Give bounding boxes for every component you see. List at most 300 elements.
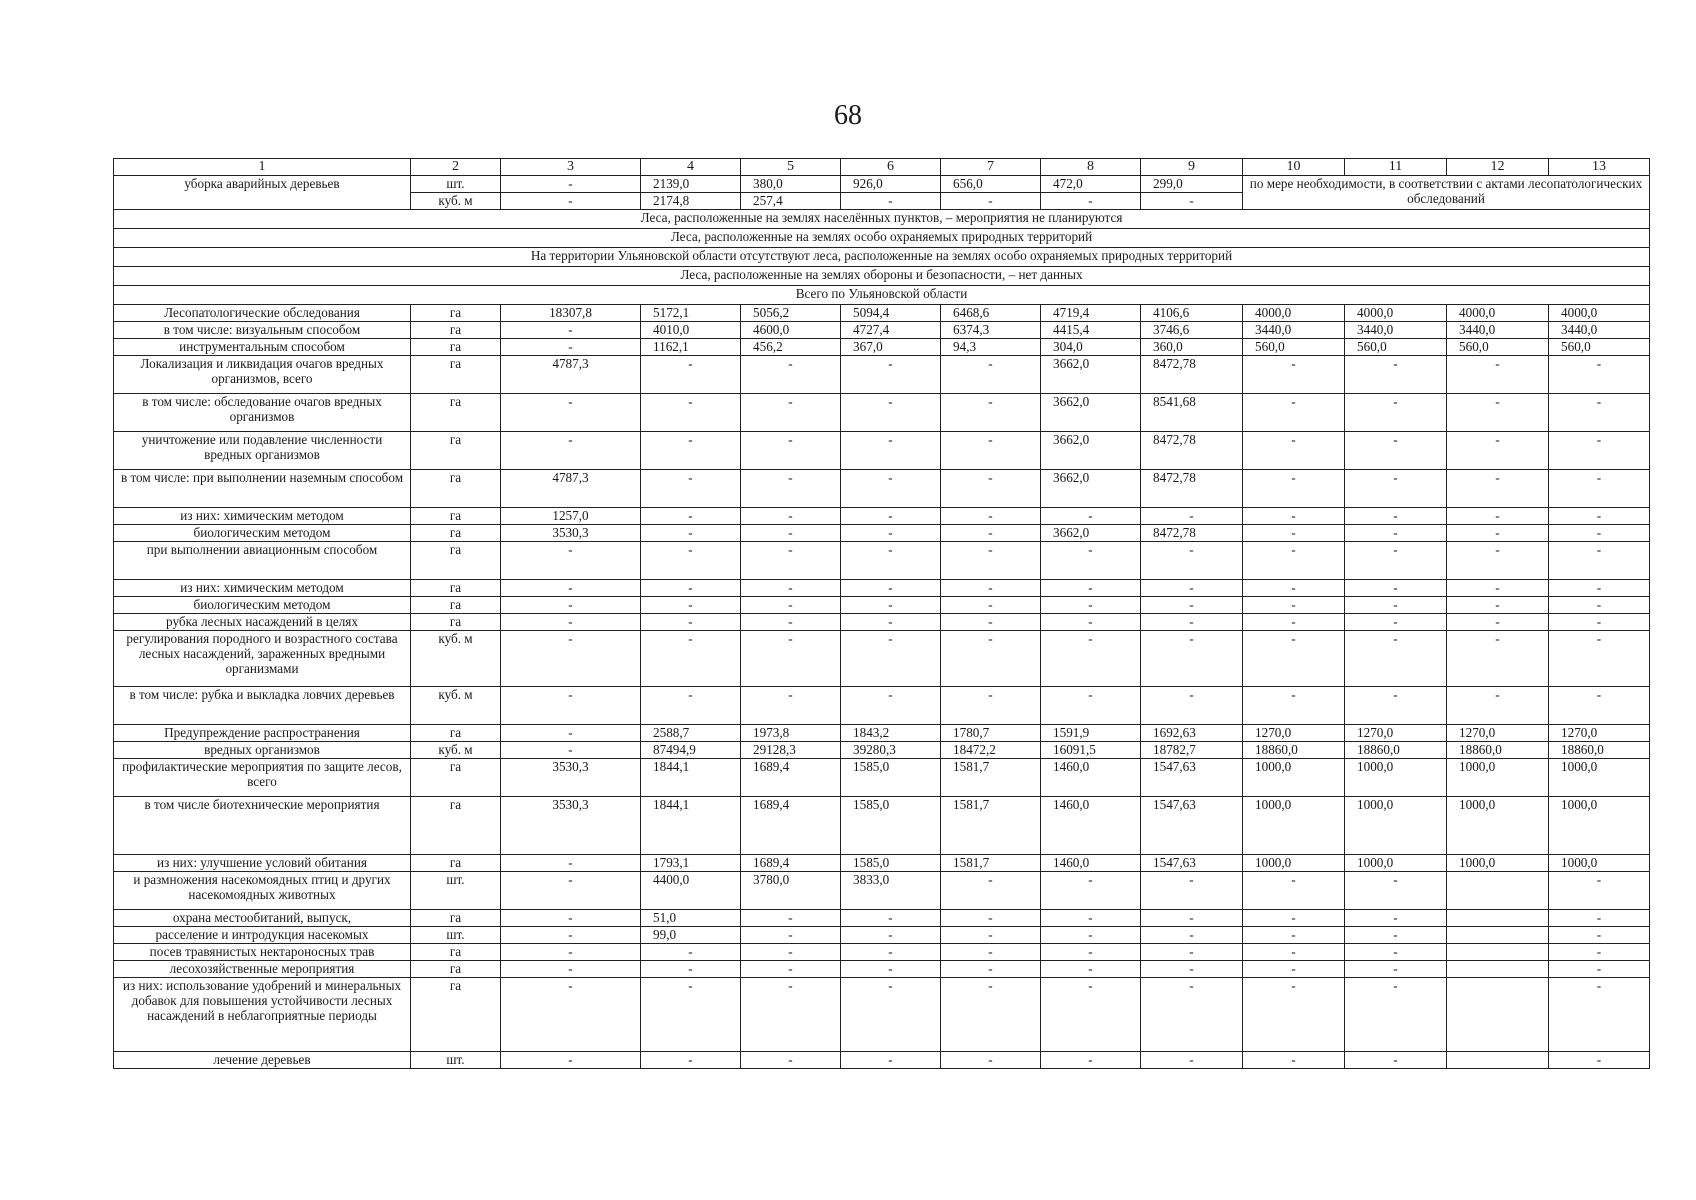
unit-cell: шт. xyxy=(411,176,501,193)
value-cell: - xyxy=(1041,944,1141,961)
value-cell: 1793,1 xyxy=(641,855,741,872)
value-cell: 1547,63 xyxy=(1141,797,1243,855)
value-cell: - xyxy=(1243,470,1345,508)
unit-cell: га xyxy=(411,394,501,432)
unit-cell: га xyxy=(411,855,501,872)
table-row xyxy=(114,470,1650,508)
value-cell: - xyxy=(1243,872,1345,910)
section-row xyxy=(114,210,1650,229)
section-row xyxy=(114,267,1650,286)
value-cell: - xyxy=(501,193,641,210)
value-cell: 3662,0 xyxy=(1041,470,1141,508)
page-number: 68 xyxy=(834,100,862,131)
value-cell: - xyxy=(841,470,941,508)
table-row xyxy=(114,910,1650,927)
value-cell: 1000,0 xyxy=(1549,855,1650,872)
value-cell: 3440,0 xyxy=(1243,322,1345,339)
table-row xyxy=(114,176,1650,193)
value-cell: - xyxy=(1345,470,1447,508)
table-row xyxy=(114,356,1650,394)
value-cell: - xyxy=(1549,910,1650,927)
value-cell: - xyxy=(641,978,741,1052)
value-cell: - xyxy=(841,356,941,394)
table-row xyxy=(114,872,1650,910)
value-cell: - xyxy=(501,176,641,193)
value-cell: - xyxy=(1345,508,1447,525)
value-cell: 51,0 xyxy=(641,910,741,927)
value-cell: - xyxy=(1549,614,1650,631)
value-cell: - xyxy=(841,961,941,978)
value-cell: 1000,0 xyxy=(1549,759,1650,797)
value-cell: - xyxy=(941,193,1041,210)
value-cell: - xyxy=(1041,631,1141,687)
unit-cell: га xyxy=(411,978,501,1052)
value-cell: - xyxy=(641,356,741,394)
value-cell: - xyxy=(641,961,741,978)
value-cell: 1581,7 xyxy=(941,855,1041,872)
value-cell: - xyxy=(1141,961,1243,978)
value-cell: - xyxy=(501,910,641,927)
value-cell: - xyxy=(1345,872,1447,910)
value-cell: - xyxy=(641,597,741,614)
table-row xyxy=(114,432,1650,470)
value-cell: - xyxy=(1549,978,1650,1052)
value-cell: - xyxy=(1141,631,1243,687)
value-cell: 360,0 xyxy=(1141,339,1243,356)
value-cell: - xyxy=(941,432,1041,470)
unit-cell: га xyxy=(411,797,501,855)
value-cell: - xyxy=(1041,961,1141,978)
value-cell: 1460,0 xyxy=(1041,855,1141,872)
section-title: Леса, расположенные на землях населённых пунктов, – мероприятия не планируются xyxy=(114,210,1650,229)
value-cell: - xyxy=(841,978,941,1052)
value-cell: - xyxy=(1549,356,1650,394)
value-cell: - xyxy=(1141,597,1243,614)
value-cell: - xyxy=(1141,542,1243,580)
column-number-row xyxy=(114,159,1650,176)
unit-cell: га xyxy=(411,944,501,961)
value-cell: 1270,0 xyxy=(1345,725,1447,742)
value-cell: - xyxy=(1549,597,1650,614)
unit-cell: га xyxy=(411,508,501,525)
value-cell: - xyxy=(1549,470,1650,508)
value-cell: - xyxy=(741,525,841,542)
row-label: из них: улучшение условий обитания xyxy=(114,855,411,872)
value-cell: 1460,0 xyxy=(1041,759,1141,797)
value-cell: 3530,3 xyxy=(501,797,641,855)
value-cell: 8541,68 xyxy=(1141,394,1243,432)
value-cell: 926,0 xyxy=(841,176,941,193)
value-cell: - xyxy=(741,1052,841,1069)
value-cell: 3662,0 xyxy=(1041,394,1141,432)
value-cell: 1689,4 xyxy=(741,855,841,872)
value-cell: - xyxy=(1447,614,1549,631)
row-label: при выполнении авиационным способом xyxy=(114,542,411,580)
table-row xyxy=(114,687,1650,725)
value-cell: - xyxy=(641,944,741,961)
column-header: 7 xyxy=(941,159,1041,176)
value-cell: - xyxy=(1041,597,1141,614)
value-cell: 1585,0 xyxy=(841,797,941,855)
value-cell: - xyxy=(841,193,941,210)
value-cell: - xyxy=(1447,687,1549,725)
value-cell: - xyxy=(501,687,641,725)
value-cell: 1000,0 xyxy=(1447,797,1549,855)
value-cell: 4600,0 xyxy=(741,322,841,339)
value-cell: 1585,0 xyxy=(841,855,941,872)
value-cell: - xyxy=(1243,597,1345,614)
value-cell: - xyxy=(1243,356,1345,394)
value-cell: - xyxy=(741,508,841,525)
value-cell: - xyxy=(1549,1052,1650,1069)
value-cell: 3833,0 xyxy=(841,872,941,910)
value-cell: - xyxy=(1243,542,1345,580)
row-label: Предупреждение распространения xyxy=(114,725,411,742)
value-cell: - xyxy=(741,631,841,687)
unit-cell: шт. xyxy=(411,1052,501,1069)
value-cell: - xyxy=(1041,978,1141,1052)
value-cell: - xyxy=(1243,687,1345,725)
value-cell: - xyxy=(1243,1052,1345,1069)
value-cell: 4719,4 xyxy=(1041,305,1141,322)
row-label: из них: использование удобрений и минеральных добавок для повышения устойчивости лесных насаждений в неблагоприятные периоды xyxy=(114,978,411,1052)
table-row xyxy=(114,855,1650,872)
row-label: биологическим методом xyxy=(114,525,411,542)
value-cell: - xyxy=(641,1052,741,1069)
value-cell: - xyxy=(1243,961,1345,978)
unit-cell: куб. м xyxy=(411,631,501,687)
value-cell: 99,0 xyxy=(641,927,741,944)
row-label: Лесопатологические обследования xyxy=(114,305,411,322)
value-cell: - xyxy=(1447,432,1549,470)
value-cell: - xyxy=(1041,508,1141,525)
value-cell: - xyxy=(841,910,941,927)
unit-cell: га xyxy=(411,432,501,470)
value-cell: - xyxy=(1041,1052,1141,1069)
value-cell: - xyxy=(1243,525,1345,542)
value-cell: - xyxy=(1345,910,1447,927)
value-cell: - xyxy=(941,927,1041,944)
value-cell: - xyxy=(1141,580,1243,597)
value-cell: - xyxy=(501,394,641,432)
value-cell: 8472,78 xyxy=(1141,356,1243,394)
value-cell: 4415,4 xyxy=(1041,322,1141,339)
value-cell: - xyxy=(1141,687,1243,725)
value-cell: - xyxy=(641,542,741,580)
value-cell: - xyxy=(741,944,841,961)
table-row xyxy=(114,742,1650,759)
value-cell xyxy=(1447,872,1549,910)
value-cell: 87494,9 xyxy=(641,742,741,759)
value-cell: - xyxy=(1141,1052,1243,1069)
value-cell: - xyxy=(501,872,641,910)
value-cell xyxy=(1447,978,1549,1052)
unit-cell: га xyxy=(411,542,501,580)
row-label: уничтожение или подавление численности вредных организмов xyxy=(114,432,411,470)
value-cell: - xyxy=(501,614,641,631)
value-cell: - xyxy=(941,525,1041,542)
row-label: лечение деревьев xyxy=(114,1052,411,1069)
value-cell: 2588,7 xyxy=(641,725,741,742)
unit-cell: куб. м xyxy=(411,742,501,759)
table-row xyxy=(114,797,1650,855)
value-cell: - xyxy=(741,961,841,978)
value-cell: 1000,0 xyxy=(1345,759,1447,797)
table-row xyxy=(114,944,1650,961)
value-cell: 1547,63 xyxy=(1141,855,1243,872)
value-cell: 3780,0 xyxy=(741,872,841,910)
value-cell: - xyxy=(501,927,641,944)
value-cell: - xyxy=(1447,525,1549,542)
column-header: 4 xyxy=(641,159,741,176)
value-cell: 4000,0 xyxy=(1345,305,1447,322)
value-cell: 1000,0 xyxy=(1447,855,1549,872)
value-cell: - xyxy=(841,614,941,631)
section-title: Всего по Ульяновской области xyxy=(114,286,1650,305)
value-cell: - xyxy=(641,470,741,508)
row-label: в том числе: рубка и выкладка ловчих деревьев xyxy=(114,687,411,725)
value-cell: - xyxy=(941,614,1041,631)
value-cell: 1460,0 xyxy=(1041,797,1141,855)
value-cell xyxy=(1447,927,1549,944)
value-cell: - xyxy=(1141,508,1243,525)
row-label: инструментальным способом xyxy=(114,339,411,356)
value-cell: - xyxy=(841,525,941,542)
value-cell: - xyxy=(1141,614,1243,631)
table-row xyxy=(114,339,1650,356)
row-label: рубка лесных насаждений в целях xyxy=(114,614,411,631)
value-cell: 18860,0 xyxy=(1447,742,1549,759)
value-cell: 5094,4 xyxy=(841,305,941,322)
value-cell: - xyxy=(841,944,941,961)
value-cell: - xyxy=(941,394,1041,432)
value-cell: 1591,9 xyxy=(1041,725,1141,742)
value-cell: - xyxy=(841,394,941,432)
value-cell: 299,0 xyxy=(1141,176,1243,193)
value-cell: 4010,0 xyxy=(641,322,741,339)
value-cell: 1843,2 xyxy=(841,725,941,742)
value-cell: 8472,78 xyxy=(1141,525,1243,542)
column-header: 5 xyxy=(741,159,841,176)
value-cell: - xyxy=(1345,542,1447,580)
column-header: 6 xyxy=(841,159,941,176)
value-cell: - xyxy=(841,580,941,597)
table-row xyxy=(114,580,1650,597)
value-cell: - xyxy=(1345,525,1447,542)
value-cell: 1780,7 xyxy=(941,725,1041,742)
value-cell: 456,2 xyxy=(741,339,841,356)
value-cell: - xyxy=(841,927,941,944)
value-cell: 5172,1 xyxy=(641,305,741,322)
value-cell: - xyxy=(1243,394,1345,432)
value-cell: 4000,0 xyxy=(1549,305,1650,322)
value-cell: 304,0 xyxy=(1041,339,1141,356)
value-cell: - xyxy=(1041,580,1141,597)
value-cell: - xyxy=(1549,961,1650,978)
row-label: в том числе: визуальным способом xyxy=(114,322,411,339)
unit-cell: га xyxy=(411,322,501,339)
value-cell: - xyxy=(1549,687,1650,725)
unit-cell: га xyxy=(411,525,501,542)
row-label: из них: химическим методом xyxy=(114,508,411,525)
table-row xyxy=(114,961,1650,978)
value-cell: 8472,78 xyxy=(1141,470,1243,508)
unit-cell: шт. xyxy=(411,872,501,910)
row-label: из них: химическим методом xyxy=(114,580,411,597)
value-cell: 4787,3 xyxy=(501,470,641,508)
value-cell: - xyxy=(941,1052,1041,1069)
value-cell: - xyxy=(1041,614,1141,631)
row-label: расселение и интродукция насекомых xyxy=(114,927,411,944)
value-cell: - xyxy=(1041,542,1141,580)
value-cell: 18860,0 xyxy=(1243,742,1345,759)
value-cell: - xyxy=(841,432,941,470)
value-cell: - xyxy=(1243,432,1345,470)
forest-protection-table xyxy=(113,158,1650,1069)
value-cell: - xyxy=(841,597,941,614)
column-header: 10 xyxy=(1243,159,1345,176)
value-cell: - xyxy=(501,597,641,614)
value-cell: - xyxy=(741,542,841,580)
value-cell: 472,0 xyxy=(1041,176,1141,193)
value-cell: - xyxy=(941,597,1041,614)
value-cell: - xyxy=(641,394,741,432)
value-cell: - xyxy=(501,339,641,356)
table-row xyxy=(114,614,1650,631)
value-cell: 3530,3 xyxy=(501,759,641,797)
value-cell: - xyxy=(1041,872,1141,910)
value-cell: - xyxy=(841,1052,941,1069)
row-label: уборка аварийных деревьев xyxy=(114,176,411,210)
value-cell: - xyxy=(1345,432,1447,470)
value-cell: - xyxy=(1243,508,1345,525)
value-cell: - xyxy=(1549,432,1650,470)
value-cell: 4727,4 xyxy=(841,322,941,339)
value-cell xyxy=(1447,961,1549,978)
row-label: профилактические мероприятия по защите лесов, всего xyxy=(114,759,411,797)
table-row xyxy=(114,508,1650,525)
value-cell: - xyxy=(1141,910,1243,927)
value-cell: - xyxy=(1041,687,1141,725)
value-cell: - xyxy=(1549,525,1650,542)
value-cell: - xyxy=(741,394,841,432)
value-cell: - xyxy=(501,742,641,759)
unit-cell: га xyxy=(411,580,501,597)
value-cell: - xyxy=(941,910,1041,927)
value-cell: - xyxy=(1345,597,1447,614)
value-cell: 257,4 xyxy=(741,193,841,210)
value-cell: 8472,78 xyxy=(1141,432,1243,470)
value-cell: - xyxy=(1243,580,1345,597)
value-cell: - xyxy=(941,470,1041,508)
value-cell: - xyxy=(741,580,841,597)
unit-cell: га xyxy=(411,725,501,742)
value-cell: - xyxy=(1345,978,1447,1052)
row-label: Локализация и ликвидация очагов вредных организмов, всего xyxy=(114,356,411,394)
section-title: Леса, расположенные на землях особо охраняемых природных территорий xyxy=(114,229,1650,248)
value-cell: 2139,0 xyxy=(641,176,741,193)
value-cell: 3530,3 xyxy=(501,525,641,542)
value-cell: - xyxy=(1243,978,1345,1052)
value-cell: - xyxy=(641,614,741,631)
value-cell: - xyxy=(741,432,841,470)
value-cell: 1581,7 xyxy=(941,759,1041,797)
value-cell: - xyxy=(1243,614,1345,631)
column-header: 13 xyxy=(1549,159,1650,176)
value-cell: - xyxy=(1549,631,1650,687)
section-title: На территории Ульяновской области отсутствуют леса, расположенные на землях особо охраняемых природных территорий xyxy=(114,248,1650,267)
value-cell: - xyxy=(1243,927,1345,944)
value-cell: 1000,0 xyxy=(1345,855,1447,872)
value-cell: - xyxy=(1549,508,1650,525)
value-cell: - xyxy=(1345,580,1447,597)
table-row xyxy=(114,759,1650,797)
unit-cell: га xyxy=(411,961,501,978)
value-cell: - xyxy=(1345,394,1447,432)
value-cell: - xyxy=(841,687,941,725)
value-cell: 5056,2 xyxy=(741,305,841,322)
note-cell: по мере необходимости, в соответствии с актами лесопатологических обследований xyxy=(1243,176,1650,210)
value-cell: 18860,0 xyxy=(1549,742,1650,759)
row-label: регулирования породного и возрастного состава лесных насаждений, зараженных вредными организмами xyxy=(114,631,411,687)
unit-cell: куб. м xyxy=(411,687,501,725)
value-cell: - xyxy=(1141,927,1243,944)
value-cell xyxy=(1447,910,1549,927)
value-cell: - xyxy=(841,631,941,687)
value-cell: - xyxy=(501,432,641,470)
value-cell: 1844,1 xyxy=(641,759,741,797)
value-cell: 1585,0 xyxy=(841,759,941,797)
table-row xyxy=(114,542,1650,580)
value-cell: - xyxy=(1345,1052,1447,1069)
column-header: 2 xyxy=(411,159,501,176)
value-cell: - xyxy=(1549,580,1650,597)
value-cell: - xyxy=(501,961,641,978)
value-cell: - xyxy=(1345,356,1447,394)
value-cell: - xyxy=(941,687,1041,725)
value-cell: - xyxy=(641,687,741,725)
unit-cell: га xyxy=(411,305,501,322)
value-cell: - xyxy=(1141,193,1243,210)
unit-cell: га xyxy=(411,597,501,614)
value-cell: 18472,2 xyxy=(941,742,1041,759)
value-cell: - xyxy=(941,944,1041,961)
value-cell: 1000,0 xyxy=(1447,759,1549,797)
value-cell: - xyxy=(1041,193,1141,210)
section-row xyxy=(114,229,1650,248)
value-cell: 1973,8 xyxy=(741,725,841,742)
value-cell: - xyxy=(641,525,741,542)
unit-cell: га xyxy=(411,759,501,797)
row-label: и размножения насекомоядных птиц и других насекомоядных животных xyxy=(114,872,411,910)
value-cell: 18860,0 xyxy=(1345,742,1447,759)
value-cell: 3662,0 xyxy=(1041,356,1141,394)
value-cell: 560,0 xyxy=(1243,339,1345,356)
value-cell: 2174,8 xyxy=(641,193,741,210)
value-cell: 1547,63 xyxy=(1141,759,1243,797)
table-row xyxy=(114,597,1650,614)
column-header: 12 xyxy=(1447,159,1549,176)
section-row xyxy=(114,286,1650,305)
value-cell: 1162,1 xyxy=(641,339,741,356)
value-cell: - xyxy=(941,508,1041,525)
unit-cell: га xyxy=(411,910,501,927)
table-row xyxy=(114,394,1650,432)
table-row xyxy=(114,978,1650,1052)
value-cell: - xyxy=(941,978,1041,1052)
value-cell: - xyxy=(501,725,641,742)
value-cell: - xyxy=(501,631,641,687)
